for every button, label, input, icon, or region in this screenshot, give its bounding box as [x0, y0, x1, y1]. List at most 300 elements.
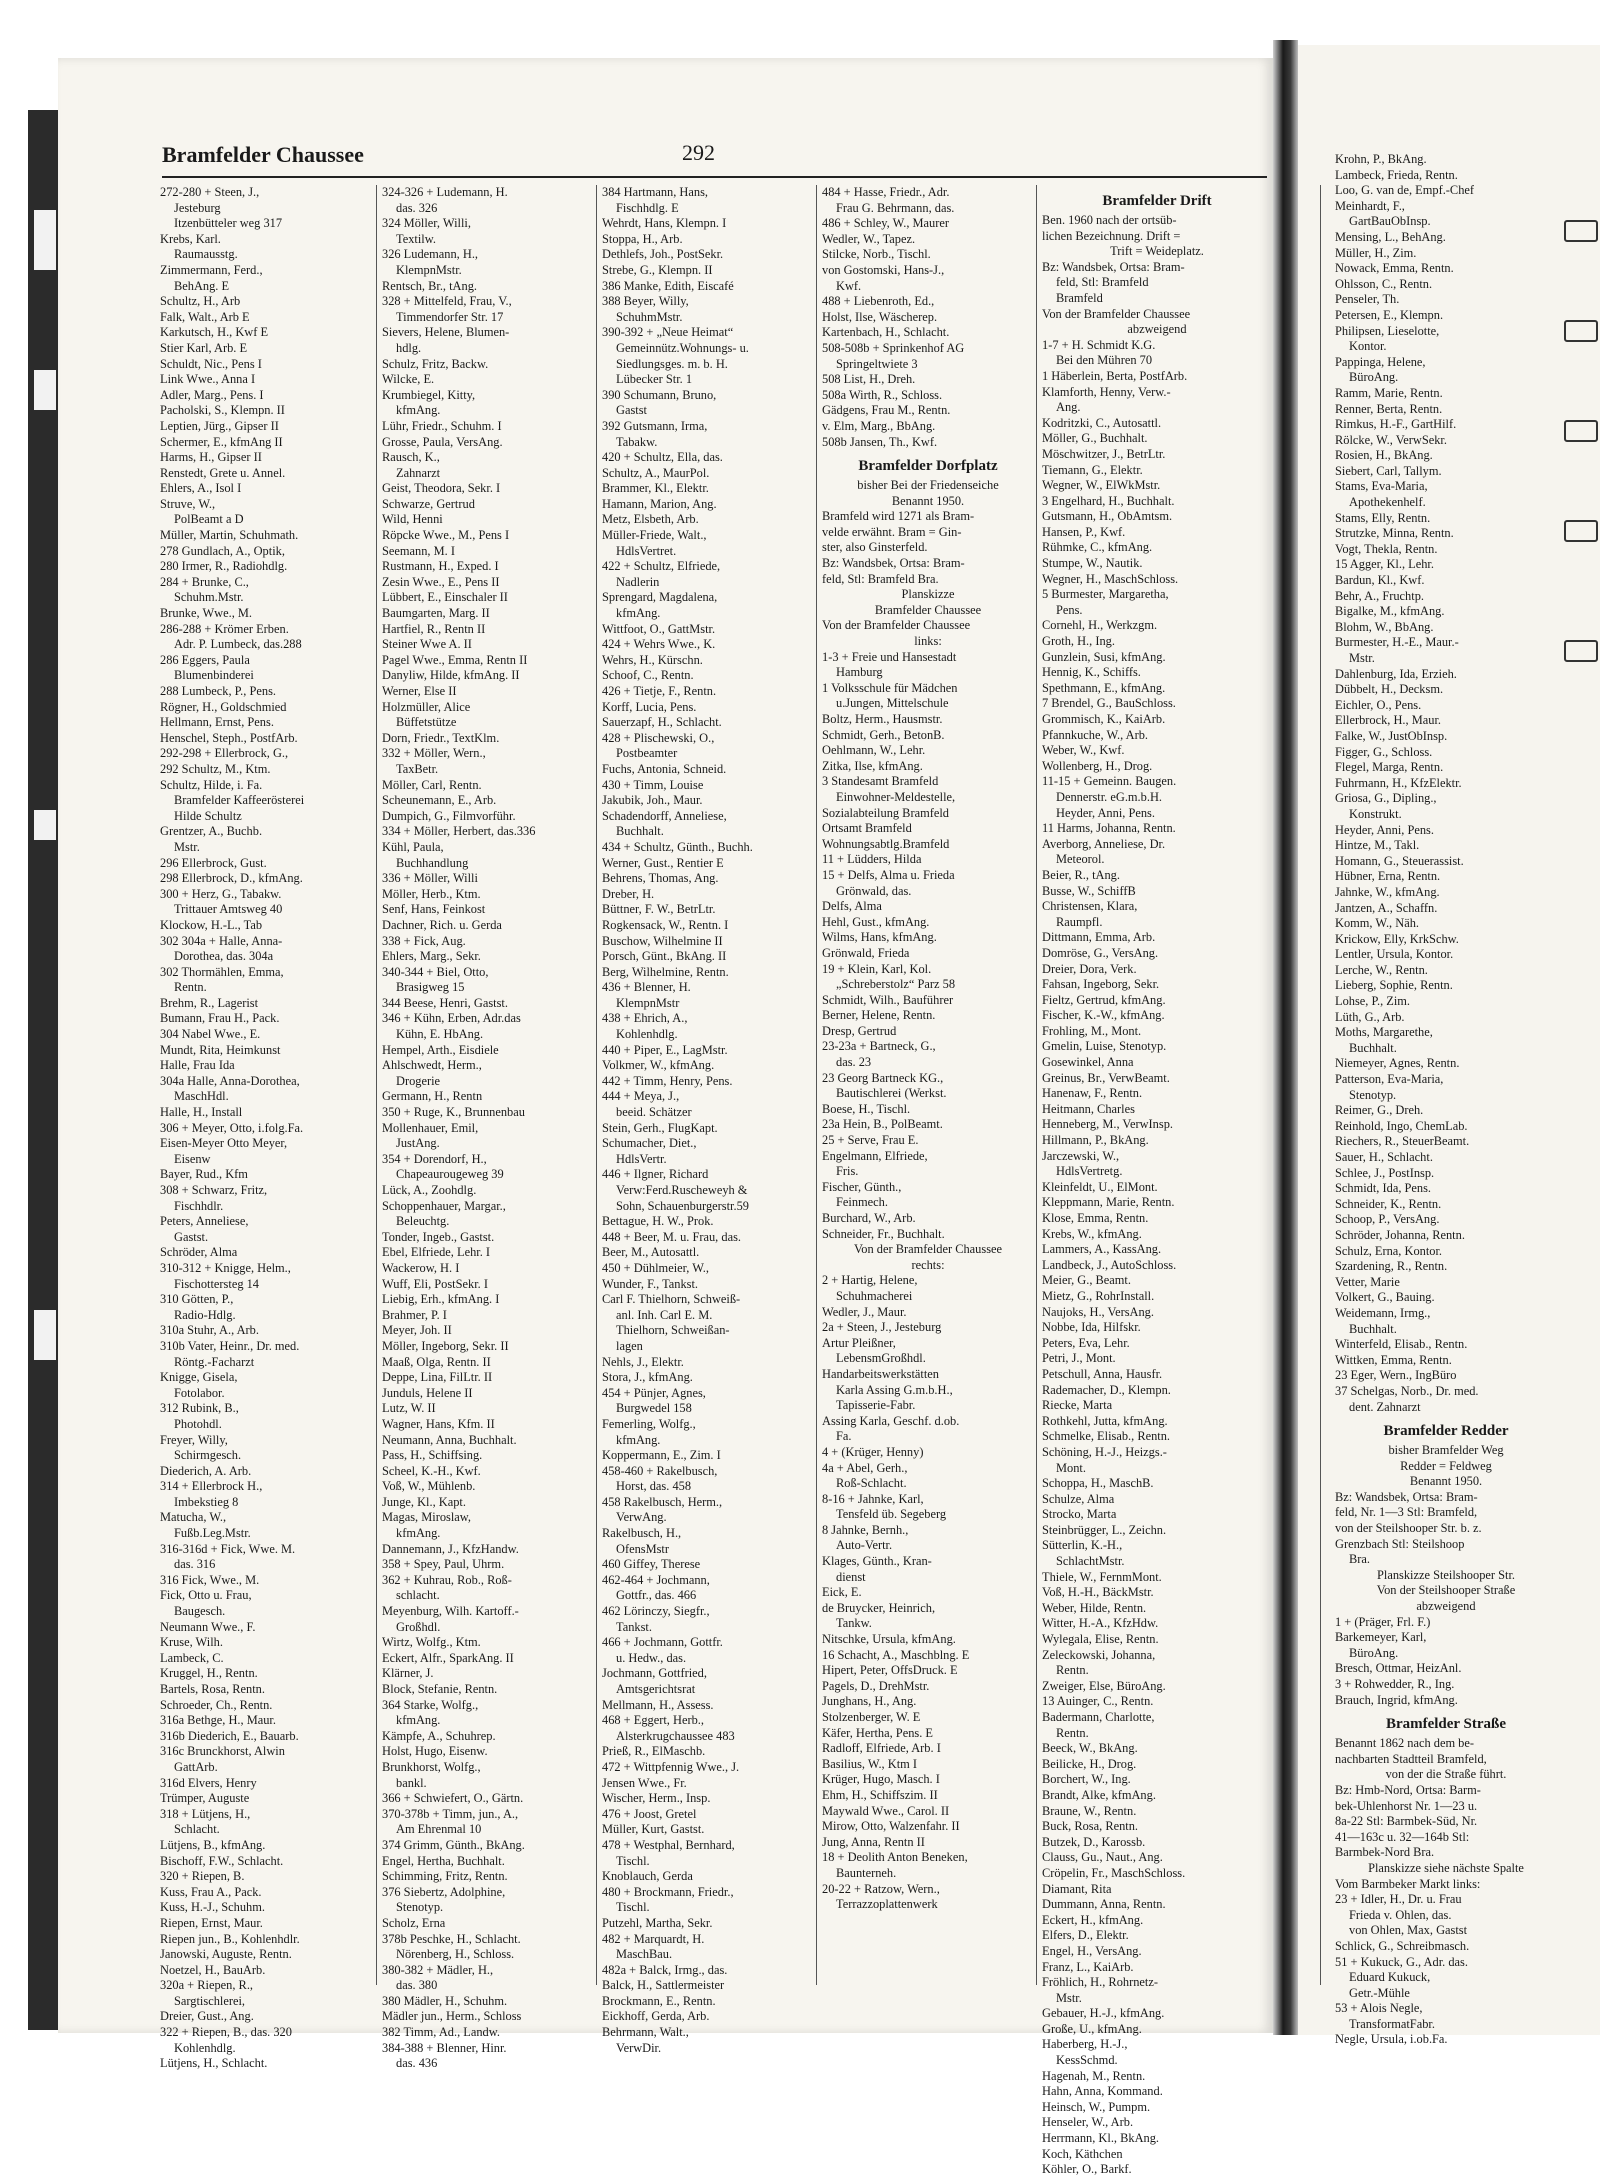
- entry-line: Nitschke, Ursula, kfmAng.: [822, 1632, 956, 1647]
- entry-line: Delfs, Alma: [822, 899, 882, 914]
- entry-line: Engel, H., VersAng.: [1042, 1943, 1142, 1958]
- entry-line: Tiemann, G., Elektr.: [1042, 462, 1143, 477]
- entry-line: Brockmann, E., Rentn.: [602, 1993, 716, 2008]
- entry-continuation: HdlsVertr.: [616, 1151, 667, 1166]
- entry-line: Zeleckowski, Johanna,: [1042, 1647, 1156, 1662]
- entry-line: Wedler, W., Tapez.: [822, 231, 916, 246]
- entry-line: Fuchs, Antonia, Schneid.: [602, 761, 727, 776]
- entry-line: Krebs, Karl.: [160, 231, 221, 246]
- entry-line: 340-344 + Biel, Otto,: [382, 964, 489, 979]
- entry-line: Trümper, Auguste: [160, 1791, 250, 1806]
- entry-line: Stier Karl, Arb. E: [160, 340, 248, 355]
- entry-line: Grentzer, A., Buchb.: [160, 824, 263, 839]
- entry-line: Schneider, Fr., Buchhalt.: [822, 1226, 945, 1241]
- entry-line: von Gostomski, Hans-J.,: [822, 262, 945, 277]
- entry-line: 358 + Spey, Paul, Uhrm.: [382, 1557, 505, 1572]
- entry-line: Dreber, H.: [602, 886, 655, 901]
- entry-line: Witter, H.-A., KfzHdw.: [1042, 1616, 1159, 1631]
- entry-continuation: „Schreberstolz“ Parz 58: [836, 977, 956, 992]
- entry-line: Schmidt, Wilh., Bauführer: [822, 992, 954, 1007]
- entry-continuation: KlempnMstr: [616, 995, 680, 1010]
- street-note: Planskizze: [901, 587, 955, 602]
- entry-continuation: Tischl.: [616, 1900, 650, 1915]
- entry-line: 280 Irmer, R., Radiohdlg.: [160, 559, 288, 574]
- entry-line: feld, Nr. 1—3 Stl: Bramfeld,: [1335, 1505, 1478, 1520]
- hand-pointer-icon: [1564, 420, 1598, 442]
- entry-line: Strebe, G., Klempn. II: [602, 262, 713, 277]
- entry-line: 332 + Möller, Wern.,: [382, 746, 486, 761]
- entry-continuation: OfensMstr: [616, 1541, 669, 1556]
- entry-line: Zweiger, Else, BüroAng.: [1042, 1678, 1166, 1693]
- entry-line: 424 + Wehrs Wwe., K.: [602, 637, 716, 652]
- entry-continuation: feld, Stl: Bramfeld: [1056, 275, 1149, 290]
- entry-continuation: hdlg.: [396, 340, 422, 355]
- column-4: [822, 185, 1034, 1975]
- entry-line: 23-23a + Bartneck, G.,: [822, 1039, 936, 1054]
- entry-line: Beilicke, H., Drog.: [1042, 1756, 1137, 1771]
- entry-line: 11-15 + Gemeinn. Baugen.: [1042, 774, 1177, 789]
- entry-line: Block, Stefanie, Rentn.: [382, 1682, 498, 1696]
- entry-continuation: das. 380: [396, 1978, 438, 1993]
- entry-line: Rustmann, H., Exped. I: [382, 559, 499, 574]
- entry-line: Buck, Rosa, Rentn.: [1042, 1819, 1139, 1834]
- entry-continuation: Dorothea, das. 304a: [174, 949, 274, 964]
- entry-line: 380-382 + Mädler, H.,: [382, 1962, 494, 1977]
- hand-pointer-icon: [1564, 220, 1598, 242]
- entry-line: Schulz, Erna, Kontor.: [1335, 1243, 1443, 1258]
- entry-line: Werner, Gust., Rentier E: [602, 855, 724, 870]
- entry-line: 292 Schultz, M., Ktm.: [160, 761, 271, 776]
- entry-continuation: Eisenw: [174, 1151, 211, 1166]
- entry-line: 334 + Möller, Herbert, das.336: [382, 824, 536, 839]
- entry-line: Lübbert, E., Einschaler II: [382, 590, 508, 605]
- entry-line: Klages, Günth., Kran-: [822, 1554, 932, 1569]
- entry-line: 384-388 + Blenner, Hinr.: [382, 2040, 507, 2055]
- entry-line: Bischoff, F.W., Schlacht.: [160, 1853, 284, 1868]
- entry-line: Dreier, Dora, Verk.: [1042, 961, 1137, 976]
- entry-line: Diamant, Rita: [1042, 1881, 1112, 1896]
- entry-line: Braune, W., Rentn.: [1042, 1803, 1137, 1818]
- entry-line: Riecke, Marta: [1042, 1398, 1113, 1413]
- entry-line: 426 + Tietje, F., Rentn.: [602, 684, 717, 698]
- entry-line: Dreier, Gust., Ang.: [160, 2009, 254, 2024]
- entry-line: 482a + Balck, Irmg., das.: [602, 1962, 728, 1977]
- entry-line: Ohlsson, C., Rentn.: [1335, 276, 1433, 291]
- entry-line: 302 Thormählen, Emma,: [160, 964, 284, 979]
- entry-continuation: JustAng.: [396, 1136, 440, 1151]
- entry-line: 302 304a + Halle, Anna-: [160, 933, 283, 948]
- entry-line: Bz: Wandsbek, Ortsa: Bram-: [1042, 259, 1185, 274]
- entry-line: Holzmüller, Alice: [382, 699, 471, 714]
- entry-line: 386 Manke, Edith, Eiscafé: [602, 278, 734, 293]
- entry-continuation: Fa.: [836, 1429, 852, 1444]
- entry-line: 466 + Jochmann, Gottfr.: [602, 1635, 723, 1650]
- entry-line: Knoblauch, Gerda: [602, 1869, 693, 1884]
- entry-line: Hehl, Gust., kfmAng.: [822, 914, 930, 929]
- entry-line: Baumgarten, Marg. II: [382, 606, 490, 621]
- entry-line: Moths, Margarethe,: [1335, 1025, 1433, 1040]
- entry-line: Schulz, Fritz, Backw.: [382, 356, 489, 371]
- entry-line: Kuss, Frau A., Pack.: [160, 1884, 262, 1899]
- entry-continuation: Dennerstr. eG.m.b.H.: [1056, 789, 1162, 804]
- entry-line: Femerling, Wolfg.,: [602, 1416, 696, 1431]
- entry-line: 16 Schacht, A., Maschblng. E: [822, 1647, 970, 1662]
- entry-line: Kleppmann, Marie, Rentn.: [1042, 1195, 1175, 1210]
- street-note: Benannt 1950.: [1409, 1474, 1483, 1489]
- entry-line: 374 Grimm, Günth., BkAng.: [382, 1837, 525, 1852]
- entry-line: Eick, E.: [822, 1585, 862, 1600]
- entry-continuation: das. 436: [396, 2056, 438, 2071]
- entry-line: Diederich, A. Arb.: [160, 1463, 252, 1478]
- entry-line: Brehm, R., Lagerist: [160, 995, 259, 1010]
- margin-icons: [1560, 180, 1600, 1680]
- entry-line: Ebel, Elfriede, Lehr. I: [382, 1245, 491, 1260]
- entry-line: Rausch, K.,: [382, 450, 440, 465]
- entry-line: Clauss, Gu., Naut., Ang.: [1042, 1850, 1163, 1865]
- entry-line: Nehls, J., Elektr.: [602, 1354, 684, 1369]
- entry-continuation: kfmAng.: [396, 1713, 441, 1728]
- entry-line: Vom Barmbeker Markt links:: [1335, 1876, 1481, 1891]
- entry-continuation: Jesteburg: [174, 200, 221, 215]
- entry-line: 318 + Lütjens, H.,: [160, 1806, 251, 1821]
- entry-line: 320 + Riepen, B.: [160, 1869, 245, 1884]
- entry-continuation: TaxBetr.: [396, 761, 439, 776]
- entry-line: Jarczewski, W.,: [1042, 1148, 1120, 1163]
- entry-line: Fröhlich, H., Rohrnetz-: [1042, 1975, 1158, 1990]
- entry-line: 454 + Pünjer, Agnes,: [602, 1385, 706, 1400]
- entry-continuation: Karla Assing G.m.b.H.,: [836, 1382, 953, 1397]
- entry-line: 286 Eggers, Paula: [160, 652, 250, 667]
- entry-line: 296 Ellerbrock, Gust.: [160, 855, 267, 870]
- entry-line: Spethmann, E., kfmAng.: [1042, 680, 1166, 695]
- entry-line: 2a + Steen, J., Jesteburg: [822, 1320, 942, 1335]
- street-note: bisher Bramfelder Weg: [1388, 1443, 1504, 1458]
- entry-continuation: das. 326: [396, 200, 438, 215]
- entry-line: Freyer, Willy,: [160, 1432, 228, 1447]
- entry-line: Korff, Lucia, Pens.: [602, 699, 697, 714]
- entry-continuation: Großhdl.: [396, 1619, 441, 1634]
- entry-line: Maaß, Olga, Rentn. II: [382, 1354, 491, 1369]
- entry-line: Strutzke, Minna, Rentn.: [1335, 526, 1454, 541]
- entry-continuation: Gemeinnütz.Wohnungs- u.: [616, 340, 749, 355]
- entry-line: Groth, H., Ing.: [1042, 634, 1115, 649]
- entry-line: Ehm, H., Schiffszim. II: [822, 1787, 938, 1802]
- entry-line: Schuldt, Nic., Pens I: [160, 356, 262, 371]
- entry-continuation: Zahnarzt: [396, 465, 441, 480]
- entry-line: Rakelbusch, H.,: [602, 1526, 682, 1541]
- entry-line: 488 + Liebenroth, Ed.,: [822, 294, 935, 309]
- entry-line: 41—163c u. 32—164b Stl:: [1335, 1829, 1470, 1844]
- entry-line: Vogt, Thekla, Rentn.: [1335, 541, 1438, 556]
- entry-line: Schroeder, Ch., Rentn.: [160, 1697, 273, 1712]
- entry-continuation: Drogerie: [396, 1073, 441, 1088]
- entry-line: Ben. 1960 nach der ortsüb-: [1042, 213, 1177, 227]
- entry-line: Klamforth, Henny, Verw.-: [1042, 384, 1171, 399]
- entry-line: Möller, G., Buchhalt.: [1042, 431, 1148, 446]
- entry-line: Seemann, M. I: [382, 543, 455, 558]
- entry-line: Schultz, Hilde, i. Fa.: [160, 777, 263, 792]
- entry-line: Weber, W., Kwf.: [1042, 743, 1125, 758]
- entry-continuation: Burgwedel 158: [616, 1401, 692, 1416]
- entry-line: Brandt, Alke, kfmAng.: [1042, 1787, 1156, 1802]
- entry-line: Große, U., kfmAng.: [1042, 2021, 1142, 2036]
- entry-line: Müller-Friede, Walt.,: [602, 528, 707, 543]
- entry-continuation: TransformatFabr.: [1349, 2016, 1435, 2031]
- entry-line: 316 Fick, Wwe., M.: [160, 1572, 260, 1587]
- entry-line: Halle, H., Install: [160, 1105, 243, 1120]
- entry-continuation: Sargtischlerei,: [174, 1993, 245, 2008]
- entry-continuation: Apothekenhelf.: [1349, 495, 1426, 510]
- entry-line: Gosewinkel, Anna: [1042, 1055, 1134, 1070]
- entry-continuation: Auto-Vertr.: [836, 1538, 893, 1553]
- entry-line: Maywald Wwe., Carol. II: [822, 1803, 950, 1818]
- entry-line: Brauch, Ingrid, kfmAng.: [1335, 1692, 1458, 1707]
- entry-line: Behr, A., Fruchtp.: [1335, 588, 1424, 603]
- entry-continuation: Baugesch.: [174, 1604, 226, 1619]
- entry-line: Kämpfe, A., Schuhrep.: [382, 1728, 496, 1743]
- entry-line: Pagels, D., DrehMstr.: [822, 1678, 930, 1693]
- entry-line: Wegner, W., ElWkMstr.: [1042, 478, 1161, 493]
- entry-line: Nobbe, Ida, Hilfskr.: [1042, 1320, 1141, 1335]
- entry-line: Wittfoot, O., GattMstr.: [602, 621, 716, 636]
- entry-line: Prieß, R., ElMaschb.: [602, 1744, 706, 1759]
- entry-continuation: VerwDir.: [616, 2040, 662, 2055]
- entry-continuation: Mstr.: [1349, 651, 1375, 665]
- entry-line: Volkmer, W., kfmAng.: [602, 1058, 715, 1073]
- entry-line: 478 + Westphal, Bernhard,: [602, 1837, 735, 1852]
- entry-line: velde erwähnt. Bram = Gin-: [822, 524, 962, 539]
- entry-line: 8 Jahnke, Bernh.,: [822, 1522, 909, 1537]
- column-5: [1042, 185, 1272, 2177]
- entry-line: Stolzenberger, W. E: [822, 1710, 921, 1724]
- entry-line: 308 + Schwarz, Fritz,: [160, 1183, 268, 1197]
- directory-columns: [160, 185, 1270, 2177]
- entry-continuation: Hilde Schultz: [174, 808, 242, 823]
- entry-line: Figger, G., Schloss.: [1335, 744, 1433, 759]
- entry-line: Mädler jun., Herm., Schloss: [382, 2009, 522, 2024]
- entry-line: 25 + Serve, Frau E.: [822, 1133, 919, 1148]
- entry-continuation: Tankw.: [836, 1616, 872, 1631]
- entry-line: Dittmann, Emma, Arb.: [1042, 930, 1156, 945]
- entry-line: Elfers, D., Elektr.: [1042, 1928, 1129, 1943]
- street-note: links:: [914, 634, 942, 649]
- entry-line: 1 Volksschule für Mädchen: [822, 680, 958, 695]
- entry-line: Deppe, Lina, FilLtr. II: [382, 1370, 493, 1385]
- entry-line: 53 + Alois Negle,: [1335, 2001, 1423, 2016]
- entry-continuation: HdlsVertretg.: [1056, 1164, 1123, 1179]
- entry-line: 20-22 + Ratzow, Wern.,: [822, 1881, 940, 1896]
- entry-line: Klockow, H.-L., Tab: [160, 917, 263, 932]
- entry-continuation: BüroAng.: [1349, 370, 1399, 385]
- entry-continuation: SchuhmMstr.: [616, 309, 683, 324]
- street-note: rechts:: [911, 1257, 945, 1272]
- entry-line: Jahnke, W., kfmAng.: [1335, 884, 1440, 899]
- entry-continuation: Timmendorfer Str. 17: [396, 309, 504, 324]
- entry-line: Köhler, O., Barkf.: [1042, 2162, 1132, 2177]
- entry-line: 1-3 + Freie und Hansestadt: [822, 649, 957, 664]
- entry-line: Cornehl, H., Werkzgm.: [1042, 618, 1158, 633]
- entry-line: Petschull, Anna, Hausfr.: [1042, 1366, 1163, 1381]
- entry-line: Hempel, Arth., Eisdiele: [382, 1042, 499, 1057]
- entry-line: Radloff, Elfriede, Arb. I: [822, 1741, 941, 1756]
- entry-line: Jung, Anna, Rentn II: [822, 1834, 925, 1849]
- entry-line: 310b Vater, Heinr., Dr. med.: [160, 1338, 300, 1353]
- entry-line: Janowski, Auguste, Rentn.: [160, 1947, 292, 1962]
- entry-line: 304 Nabel Wwe., E.: [160, 1027, 261, 1042]
- entry-line: Schultz, H., Arb: [160, 294, 241, 309]
- entry-line: Stilcke, Norb., Tischl.: [822, 247, 931, 262]
- entry-line: Dumpich, G., Filmvorführ.: [382, 808, 516, 823]
- page-header: [162, 140, 1267, 178]
- entry-line: Wehrs, H., Kürschn.: [602, 652, 703, 667]
- entry-continuation: MaschHdl.: [174, 1089, 229, 1104]
- entry-continuation: Nadlerin: [616, 574, 660, 589]
- entry-line: Winterfeld, Elisab., Rentn.: [1335, 1337, 1468, 1352]
- entry-line: 23 Georg Bartneck KG.,: [822, 1070, 944, 1085]
- entry-line: Gunzlein, Susi, kfmAng.: [1042, 649, 1166, 664]
- entry-continuation: Radio-Hdlg.: [174, 1307, 236, 1322]
- entry-line: Hintze, M., Takl.: [1335, 838, 1420, 853]
- entry-line: 484 + Hasse, Friedr., Adr.: [822, 185, 950, 199]
- entry-line: 320a + Riepen, R.,: [160, 1978, 254, 1993]
- entry-continuation: Photohdl.: [174, 1416, 222, 1431]
- entry-line: Szardening, R., Rentn.: [1335, 1259, 1448, 1274]
- entry-continuation: bankl.: [396, 1775, 427, 1790]
- entry-line: Putzehl, Martha, Sekr.: [602, 1915, 713, 1930]
- entry-continuation: Gastst: [616, 403, 647, 418]
- entry-continuation: Bautischlerei (Werkst.: [836, 1086, 947, 1101]
- entry-line: Dethlefs, Joh., PostSekr.: [602, 247, 724, 262]
- entry-line: Bz: Wandsbek, Ortsa: Bram-: [822, 556, 965, 571]
- entry-line: Behrmann, Walt.,: [602, 2025, 689, 2040]
- entry-continuation: Tabakw.: [616, 434, 658, 449]
- hand-pointer-icon: [1564, 640, 1598, 662]
- entry-line: Patterson, Eva-Maria,: [1335, 1072, 1444, 1087]
- entry-line: Pappinga, Helene,: [1335, 354, 1426, 369]
- entry-line: Eckert, H., kfmAng.: [1042, 1912, 1144, 1927]
- entry-continuation: Hamburg: [836, 665, 883, 680]
- entry-line: Fischer, K.-W., kfmAng.: [1042, 1008, 1165, 1023]
- entry-line: Möller, Herb., Ktm.: [382, 886, 481, 901]
- entry-line: 314 + Ellerbrock H.,: [160, 1479, 263, 1494]
- entry-line: 310a Stuhr, A., Arb.: [160, 1323, 259, 1338]
- entry-line: Bayer, Rud., Kfm: [160, 1167, 248, 1182]
- entry-continuation: Bra.: [1349, 1552, 1370, 1567]
- entry-continuation: lagen: [616, 1338, 643, 1353]
- entry-line: Strocko, Marta: [1042, 1507, 1117, 1522]
- entry-line: Rölcke, W., VerwSekr.: [1335, 432, 1447, 447]
- entry-line: 3 Standesamt Bramfeld: [822, 774, 939, 789]
- entry-line: 326 Ludemann, H.,: [382, 247, 479, 262]
- entry-line: Pacholski, S., Klempn. II: [160, 403, 285, 418]
- entry-line: Homann, G., Steuerassist.: [1335, 853, 1464, 868]
- entry-continuation: Schlacht.: [174, 1822, 220, 1837]
- entry-line: Klose, Emma, Rentn.: [1042, 1211, 1149, 1225]
- entry-continuation: Horst, das. 458: [616, 1479, 692, 1494]
- entry-continuation: Amtsgerichtsrat: [616, 1682, 696, 1696]
- entry-continuation: Buchhalt.: [616, 824, 664, 839]
- column-2: [382, 185, 594, 2071]
- entry-line: Schermer, E., kfmAng II: [160, 434, 283, 449]
- entry-continuation: beeid. Schätzer: [616, 1105, 692, 1120]
- entry-line: Grommisch, K., KaiArb.: [1042, 712, 1166, 726]
- entry-continuation: Verw:Ferd.Ruscheweyh &: [616, 1183, 748, 1197]
- entry-line: Renstedt, Grete u. Annel.: [160, 465, 286, 480]
- entry-continuation: Buchhandlung: [396, 855, 469, 870]
- entry-continuation: BehAng. E: [174, 278, 230, 293]
- entry-line: Wittken, Emma, Rentn.: [1335, 1352, 1452, 1367]
- entry-continuation: Röntg.-Facharzt: [174, 1354, 255, 1369]
- entry-line: Lentler, Ursula, Kontor.: [1335, 947, 1454, 962]
- entry-line: Möschwitzer, J., BetrLtr.: [1042, 446, 1166, 461]
- entry-line: 7 Brendel, G., BauSchloss.: [1042, 696, 1176, 711]
- entry-line: 382 Timm, Ad., Landw.: [382, 2025, 500, 2040]
- entry-line: Renner, Berta, Rentn.: [1335, 401, 1443, 416]
- entry-line: 370-378b + Timm, jun., A.,: [382, 1806, 519, 1821]
- entry-line: Kodritzki, C., Autosattl.: [1042, 415, 1162, 430]
- entry-continuation: Buchhalt.: [1349, 1040, 1397, 1055]
- entry-line: 1 Häberlein, Berta, PostfArb.: [1042, 368, 1188, 383]
- entry-line: Koch, Käthchen: [1042, 2146, 1123, 2161]
- entry-line: 336 + Möller, Willi: [382, 871, 478, 886]
- entry-line: Lambeck, C.: [160, 1650, 224, 1665]
- entry-line: Meier, G., Beamt.: [1042, 1273, 1131, 1288]
- entry-line: Meyenburg, Wilh. Kartoff.-: [382, 1604, 519, 1619]
- entry-line: Lütjens, H., Schlacht.: [160, 2056, 268, 2071]
- entry-line: Tonder, Ingeb., Gastst.: [382, 1229, 495, 1244]
- entry-line: Ramm, Marie, Rentn.: [1335, 385, 1443, 400]
- entry-line: Stams, Eva-Maria,: [1335, 479, 1428, 494]
- entry-continuation: Fußb.Leg.Mstr.: [174, 1526, 251, 1541]
- entry-line: 376 Siebertz, Adolphine,: [382, 1884, 506, 1899]
- entry-line: 442 + Timm, Henry, Pens.: [602, 1073, 733, 1088]
- entry-line: Schoop, P., VersAng.: [1335, 1212, 1440, 1227]
- entry-line: Stein, Gerh., FlugKapt.: [602, 1120, 718, 1135]
- entry-line: Behrens, Thomas, Ang.: [602, 871, 719, 886]
- entry-line: Herrmann, Kl., BkAng.: [1042, 2131, 1160, 2146]
- entry-line: Schulze, Alma: [1042, 1491, 1115, 1506]
- entry-line: Lüth, G., Arb.: [1335, 1009, 1405, 1024]
- entry-line: Rögner, H., Goldschmied: [160, 699, 287, 714]
- entry-line: 304a Halle, Anna-Dorothea,: [160, 1073, 300, 1088]
- entry-line: Franz, L., KaiArb.: [1042, 1959, 1134, 1974]
- entry-continuation: KessSchmd.: [1056, 2053, 1118, 2068]
- entry-line: Werner, Else II: [382, 684, 457, 698]
- entry-line: Schmelke, Elisab., Rentn.: [1042, 1429, 1171, 1444]
- entry-line: 316d Elvers, Henry: [160, 1775, 257, 1790]
- entry-line: Fuhrmann, H., KfzElektr.: [1335, 775, 1462, 790]
- entry-line: 328 + Mittelfeld, Frau, V.,: [382, 294, 512, 309]
- entry-line: Brahmer, P. I: [382, 1307, 447, 1322]
- entry-line: Mellmann, H., Assess.: [602, 1697, 714, 1712]
- entry-line: Siebert, Carl, Tallym.: [1335, 463, 1442, 478]
- entry-line: Karkutsch, H., Kwf E: [160, 325, 269, 340]
- entry-line: Heitmann, Charles: [1042, 1101, 1135, 1116]
- entry-line: Butzek, D., Karossb.: [1042, 1834, 1146, 1849]
- entry-line: Müller, Kurt, Gastst.: [602, 1822, 705, 1837]
- entry-line: Reinhold, Ingo, ChemLab.: [1335, 1118, 1468, 1133]
- page-number: 292: [682, 140, 715, 165]
- street-note: Von der Steilshooper Straße: [1376, 1583, 1516, 1598]
- entry-line: 15 Agger, Kl., Lehr.: [1335, 557, 1434, 572]
- entry-line: Gutsmann, H., ObAmtsm.: [1042, 509, 1173, 524]
- street-note: Redder = Feldweg: [1400, 1458, 1492, 1473]
- entry-line: Landbeck, J., AutoSchloss.: [1042, 1257, 1177, 1272]
- entry-line: Ahlschwedt, Herm.,: [382, 1058, 482, 1073]
- entry-line: Grenzbach Stl: Steilshoop: [1335, 1536, 1465, 1551]
- entry-line: Averborg, Anneliese, Dr.: [1042, 836, 1166, 851]
- entry-continuation: Tensfeld üb. Segeberg: [836, 1507, 947, 1522]
